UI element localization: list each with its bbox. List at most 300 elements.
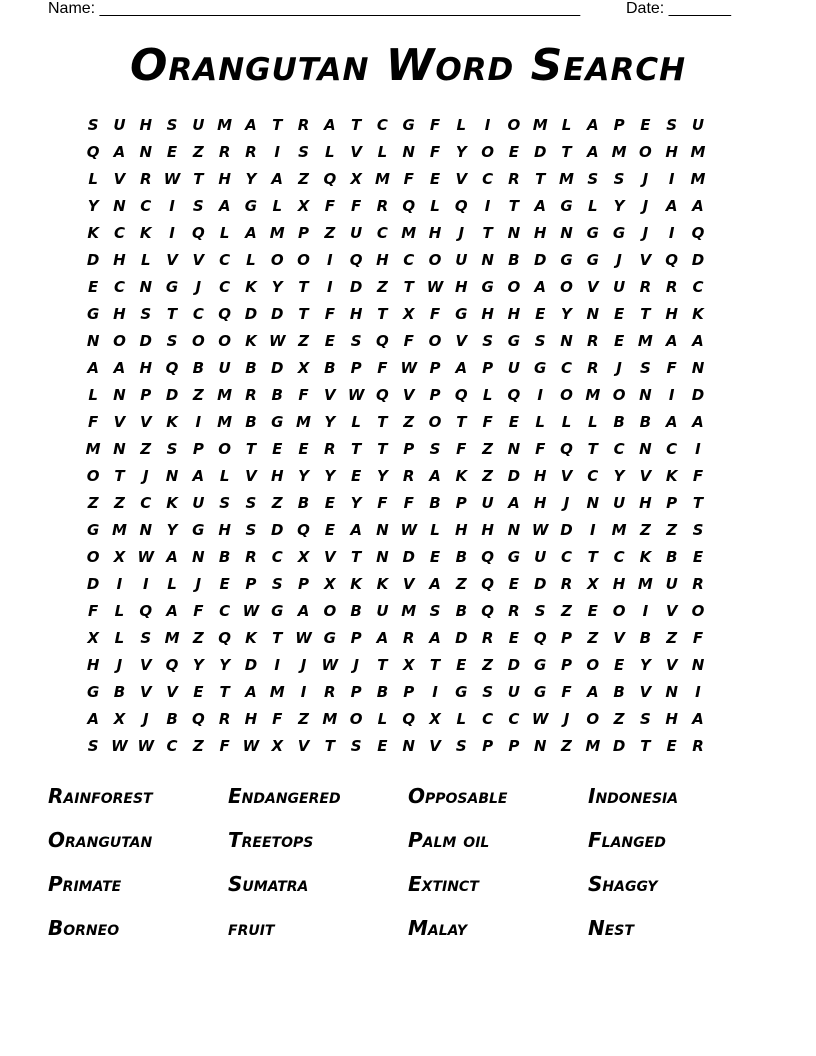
grid-letter: S <box>350 332 362 350</box>
grid-letter: U <box>113 116 126 134</box>
grid-letter: X <box>429 710 441 728</box>
grid-letter: C <box>560 548 572 566</box>
grid-letter: B <box>639 413 652 431</box>
grid-letter: A <box>245 116 257 134</box>
word-bank-word: Endangered <box>228 784 341 808</box>
grid-letter: I <box>274 656 281 674</box>
grid-letter: S <box>666 116 678 134</box>
grid-letter: C <box>376 224 388 242</box>
grid-letter: K <box>139 224 152 242</box>
grid-letter: R <box>587 359 599 377</box>
grid-letter: C <box>219 602 231 620</box>
grid-letter: P <box>455 494 467 512</box>
grid-letter: X <box>350 170 362 188</box>
grid-letter: T <box>114 467 125 485</box>
grid-letter: U <box>455 251 468 269</box>
grid-letter: O <box>481 143 494 161</box>
grid-letter: C <box>140 494 152 512</box>
grid-letter: G <box>86 683 100 701</box>
grid-letter: Y <box>324 413 336 431</box>
grid-letter: G <box>534 359 547 377</box>
grid-letter: I <box>274 143 281 161</box>
grid-letter: O <box>507 116 521 134</box>
grid-letter: I <box>537 386 543 404</box>
grid-letter: V <box>560 467 573 485</box>
grid-letter: X <box>297 359 310 377</box>
grid-letter: X <box>297 197 310 215</box>
grid-letter: Y <box>219 656 231 674</box>
grid-letter: G <box>534 683 547 701</box>
grid-letter: V <box>639 683 652 701</box>
grid-letter: C <box>376 116 388 134</box>
grid-letter: H <box>612 575 626 593</box>
grid-letter: L <box>219 224 230 242</box>
grid-letter: A <box>350 521 362 539</box>
word-bank-word: Extinct <box>408 872 479 896</box>
date-field-label: Date: _______ <box>626 0 731 17</box>
grid-letter: S <box>613 170 625 188</box>
grid-row <box>80 140 711 167</box>
grid-letter: A <box>245 683 257 701</box>
grid-letter: S <box>245 521 257 539</box>
grid-letter: Z <box>192 629 204 647</box>
grid-letter: A <box>429 467 441 485</box>
grid-letter: Z <box>298 170 309 188</box>
grid-letter: A <box>586 143 599 161</box>
grid-letter: Z <box>482 467 494 485</box>
grid-letter: O <box>586 656 600 674</box>
grid-letter: J <box>142 467 149 485</box>
grid-letter: N <box>560 224 573 242</box>
grid-letter: X <box>113 548 126 566</box>
grid-letter: H <box>665 305 678 323</box>
grid-letter: C <box>692 278 704 296</box>
grid-letter: Q <box>139 602 153 620</box>
grid-letter: R <box>587 332 599 350</box>
grid-letter: A <box>665 332 678 350</box>
grid-letter: S <box>87 116 99 134</box>
grid-letter: V <box>455 170 468 188</box>
grid-letter: F <box>88 413 99 431</box>
grid-letter: W <box>137 548 155 566</box>
grid-letter: L <box>219 467 230 485</box>
grid-letter: Z <box>87 494 99 512</box>
grid-letter: O <box>612 386 626 404</box>
grid-letter: B <box>350 602 362 620</box>
grid-letter: F <box>535 440 546 458</box>
grid-letter: X <box>324 575 336 593</box>
grid-letter: V <box>586 278 599 296</box>
grid-letter: J <box>616 251 622 269</box>
grid-letter: Z <box>482 440 494 458</box>
grid-letter: G <box>165 278 179 296</box>
grid-letter: E <box>692 548 704 566</box>
grid-letter: E <box>613 305 625 323</box>
grid-letter: Z <box>298 710 309 728</box>
grid-letter: S <box>166 440 178 458</box>
grid-letter: F <box>377 494 388 512</box>
grid-letter: S <box>166 332 178 350</box>
grid-letter: E <box>587 602 598 620</box>
grid-letter: M <box>217 386 233 404</box>
grid-letter: C <box>140 197 152 215</box>
grid-letter: J <box>195 575 202 593</box>
grid-letter: R <box>139 170 152 188</box>
grid-letter: F <box>403 494 414 512</box>
grid-letter: M <box>374 170 390 188</box>
header-line <box>48 0 748 20</box>
grid-letter: A <box>692 413 704 431</box>
grid-letter: V <box>166 251 178 269</box>
grid-letter: L <box>351 413 361 431</box>
grid-letter: S <box>140 629 152 647</box>
grid-letter: S <box>639 359 651 377</box>
grid-letter: S <box>534 332 546 350</box>
grid-letter: T <box>587 548 598 566</box>
grid-letter: U <box>192 494 205 512</box>
grid-letter: U <box>612 494 626 512</box>
grid-letter: R <box>508 170 520 188</box>
grid-letter: M <box>85 440 101 458</box>
grid-letter: D <box>560 521 573 539</box>
grid-letter: F <box>324 197 335 215</box>
grid-letter: O <box>691 602 705 620</box>
grid-letter: M <box>269 224 285 242</box>
grid-row <box>80 599 711 626</box>
grid-letter: A <box>692 197 704 215</box>
grid-letter: Q <box>218 305 232 323</box>
grid-letter: L <box>114 629 125 647</box>
grid-letter: N <box>639 440 652 458</box>
word-bank-word: Flanged <box>588 828 666 852</box>
grid-letter: T <box>351 440 362 458</box>
grid-letter: U <box>507 683 520 701</box>
grid-letter: T <box>377 305 388 323</box>
grid-letter: T <box>298 278 309 296</box>
grid-letter: A <box>508 494 520 512</box>
grid-letter: A <box>429 629 441 647</box>
grid-letter: Z <box>666 629 678 647</box>
grid-letter: C <box>613 440 625 458</box>
grid-letter: Z <box>482 656 494 674</box>
grid-letter: T <box>640 737 651 755</box>
grid-letter: V <box>113 170 126 188</box>
grid-letter: V <box>350 143 362 161</box>
grid-letter: M <box>637 575 653 593</box>
grid-letter: Z <box>455 575 467 593</box>
grid-letter: Y <box>324 467 336 485</box>
grid-letter: U <box>665 575 678 593</box>
grid-letter: B <box>429 494 441 512</box>
grid-letter: H <box>533 224 547 242</box>
grid-letter: N <box>560 332 573 350</box>
grid-letter: T <box>272 116 283 134</box>
grid-letter: S <box>350 737 362 755</box>
grid-letter: C <box>271 548 283 566</box>
grid-letter: O <box>270 251 284 269</box>
grid-letter: J <box>616 359 622 377</box>
grid-letter: X <box>271 737 284 755</box>
grid-letter: D <box>244 656 258 674</box>
grid-row <box>80 626 711 653</box>
grid-letter: N <box>113 386 126 404</box>
grid-letter: K <box>350 575 362 593</box>
letter-grid <box>80 113 711 761</box>
grid-letter: F <box>88 602 99 620</box>
grid-letter: T <box>508 197 520 215</box>
grid-row <box>80 113 711 140</box>
grid-letter: A <box>166 548 178 566</box>
grid-letter: P <box>245 575 257 593</box>
grid-letter: Z <box>192 143 204 161</box>
grid-row <box>80 356 711 383</box>
grid-letter: B <box>245 359 257 377</box>
grid-letter: S <box>534 602 546 620</box>
grid-letter: A <box>376 629 389 647</box>
grid-letter: H <box>639 494 652 512</box>
grid-letter: C <box>482 710 494 728</box>
grid-letter: N <box>639 386 652 404</box>
grid-letter: Y <box>613 197 625 215</box>
grid-letter: T <box>429 656 441 674</box>
grid-letter: K <box>166 494 178 512</box>
grid-letter: O <box>586 710 600 728</box>
word-bank-word: Shaggy <box>588 872 658 896</box>
grid-letter: G <box>192 521 205 539</box>
grid-letter: I <box>327 251 333 269</box>
grid-letter: N <box>586 305 600 323</box>
grid-letter: G <box>271 413 284 431</box>
grid-letter: P <box>429 359 441 377</box>
grid-letter: C <box>403 251 415 269</box>
grid-letter: V <box>324 386 336 404</box>
grid-letter: T <box>166 305 178 323</box>
grid-letter: S <box>692 521 704 539</box>
grid-letter: S <box>482 332 493 350</box>
grid-letter: G <box>86 305 100 323</box>
grid-letter: P <box>350 359 362 377</box>
grid-letter: B <box>508 251 520 269</box>
grid-letter: I <box>432 683 438 701</box>
grid-letter: Q <box>376 332 389 350</box>
grid-letter: C <box>666 440 678 458</box>
grid-letter: M <box>217 116 233 134</box>
grid-letter: T <box>219 683 230 701</box>
word-bank <box>48 780 768 956</box>
grid-letter: M <box>322 710 338 728</box>
grid-letter: A <box>692 710 704 728</box>
grid-letter: F <box>324 305 335 323</box>
grid-letter: V <box>402 575 415 593</box>
grid-letter: N <box>507 440 521 458</box>
grid-letter: O <box>297 251 310 269</box>
grid-letter: G <box>244 197 258 215</box>
grid-letter: M <box>637 332 653 350</box>
grid-letter: V <box>297 737 310 755</box>
grid-letter: O <box>612 602 626 620</box>
grid-letter: C <box>587 467 599 485</box>
grid-letter: L <box>430 521 440 539</box>
grid-letter: W <box>426 278 444 296</box>
word-bank-word: Borneo <box>48 916 120 940</box>
grid-letter: A <box>534 197 546 215</box>
grid-letter: J <box>195 278 202 296</box>
grid-letter: G <box>586 251 599 269</box>
grid-letter: D <box>612 737 626 755</box>
grid-letter: D <box>691 251 705 269</box>
grid-letter: M <box>532 116 548 134</box>
grid-letter: I <box>484 116 491 134</box>
grid-letter: D <box>533 575 547 593</box>
grid-letter: S <box>482 683 493 701</box>
grid-letter: N <box>402 143 415 161</box>
grid-letter: R <box>218 710 231 728</box>
grid-letter: V <box>192 251 205 269</box>
grid-letter: W <box>400 521 417 539</box>
grid-letter: N <box>86 332 100 350</box>
grid-letter: Q <box>349 251 363 269</box>
grid-letter: L <box>588 413 598 431</box>
grid-letter: L <box>482 386 493 404</box>
grid-letter: X <box>587 575 599 593</box>
grid-letter: M <box>585 386 601 404</box>
grid-letter: P <box>666 494 678 512</box>
grid-letter: Y <box>376 467 388 485</box>
grid-letter: R <box>297 116 310 134</box>
grid-letter: R <box>402 467 415 485</box>
grid-letter: F <box>219 737 230 755</box>
grid-letter: G <box>612 224 626 242</box>
grid-letter: Q <box>86 143 100 161</box>
grid-letter: D <box>271 359 284 377</box>
grid-letter: H <box>455 521 468 539</box>
grid-letter: L <box>246 251 256 269</box>
grid-letter: A <box>324 116 336 134</box>
grid-letter: U <box>218 359 231 377</box>
grid-letter: X <box>402 656 415 674</box>
grid-letter: N <box>507 521 521 539</box>
grid-letter: C <box>482 170 494 188</box>
grid-letter: M <box>401 602 417 620</box>
grid-letter: G <box>402 116 415 134</box>
grid-letter: L <box>325 143 335 161</box>
grid-letter: S <box>429 602 441 620</box>
grid-letter: E <box>88 278 99 296</box>
grid-letter: Z <box>324 224 336 242</box>
grid-letter: J <box>642 224 649 242</box>
grid-letter: M <box>690 170 706 188</box>
grid-letter: Y <box>166 521 178 539</box>
grid-letter: A <box>87 359 99 377</box>
grid-letter: T <box>377 656 388 674</box>
grid-letter: Q <box>665 251 679 269</box>
grid-letter: D <box>507 467 521 485</box>
word-bank-word: Orangutan <box>48 828 153 852</box>
grid-letter: H <box>533 467 547 485</box>
grid-letter: M <box>559 170 574 188</box>
grid-letter: T <box>561 143 572 161</box>
grid-letter: D <box>349 278 363 296</box>
grid-letter: N <box>139 143 153 161</box>
grid-letter: K <box>376 575 389 593</box>
grid-letter: W <box>531 521 549 539</box>
grid-letter: D <box>139 332 152 350</box>
grid-letter: D <box>86 575 100 593</box>
grid-letter: Q <box>481 548 494 566</box>
grid-letter: F <box>692 629 704 647</box>
grid-letter: S <box>87 737 99 755</box>
grid-letter: R <box>639 278 652 296</box>
grid-letter: H <box>244 710 258 728</box>
grid-letter: H <box>218 170 231 188</box>
grid-letter: H <box>86 656 100 674</box>
grid-letter: P <box>560 656 572 674</box>
grid-letter: S <box>140 305 152 323</box>
grid-letter: I <box>668 170 675 188</box>
grid-letter: P <box>403 440 415 458</box>
grid-letter: P <box>140 386 152 404</box>
grid-letter: F <box>403 332 414 350</box>
grid-letter: U <box>376 602 389 620</box>
grid-letter: H <box>481 305 494 323</box>
grid-letter: A <box>534 278 546 296</box>
grid-letter: Q <box>376 386 389 404</box>
grid-letter: W <box>163 170 181 188</box>
grid-letter: T <box>351 116 362 134</box>
grid-letter: H <box>349 305 363 323</box>
word-bank-row <box>48 912 768 956</box>
grid-letter: V <box>639 467 652 485</box>
grid-letter: T <box>403 278 414 296</box>
grid-letter: E <box>219 575 230 593</box>
grid-letter: Z <box>613 710 625 728</box>
grid-letter: Q <box>191 710 205 728</box>
grid-letter: I <box>484 197 491 215</box>
grid-letter: P <box>482 359 494 377</box>
grid-row <box>80 275 711 302</box>
grid-letter: O <box>428 251 442 269</box>
grid-letter: D <box>271 305 284 323</box>
grid-letter: A <box>192 467 205 485</box>
grid-letter: S <box>245 494 257 512</box>
grid-letter: V <box>139 656 152 674</box>
grid-letter: R <box>376 197 389 215</box>
grid-letter: O <box>191 332 205 350</box>
grid-letter: N <box>376 548 389 566</box>
grid-letter: R <box>560 575 573 593</box>
grid-letter: B <box>324 359 336 377</box>
grid-letter: A <box>586 116 599 134</box>
grid-letter: B <box>297 494 310 512</box>
grid-letter: Q <box>402 197 416 215</box>
grid-letter: U <box>507 359 520 377</box>
grid-letter: E <box>272 440 283 458</box>
grid-letter: L <box>88 170 98 188</box>
grid-letter: G <box>481 278 494 296</box>
grid-letter: N <box>113 440 126 458</box>
word-bank-word: Primate <box>48 872 122 896</box>
grid-letter: O <box>428 413 442 431</box>
grid-letter: R <box>665 278 678 296</box>
grid-letter: E <box>429 548 441 566</box>
grid-letter: E <box>298 440 309 458</box>
grid-letter: N <box>481 251 494 269</box>
grid-letter: G <box>507 548 521 566</box>
grid-letter: F <box>482 413 493 431</box>
grid-letter: Q <box>481 602 494 620</box>
grid-letter: V <box>639 251 652 269</box>
grid-letter: I <box>300 683 307 701</box>
